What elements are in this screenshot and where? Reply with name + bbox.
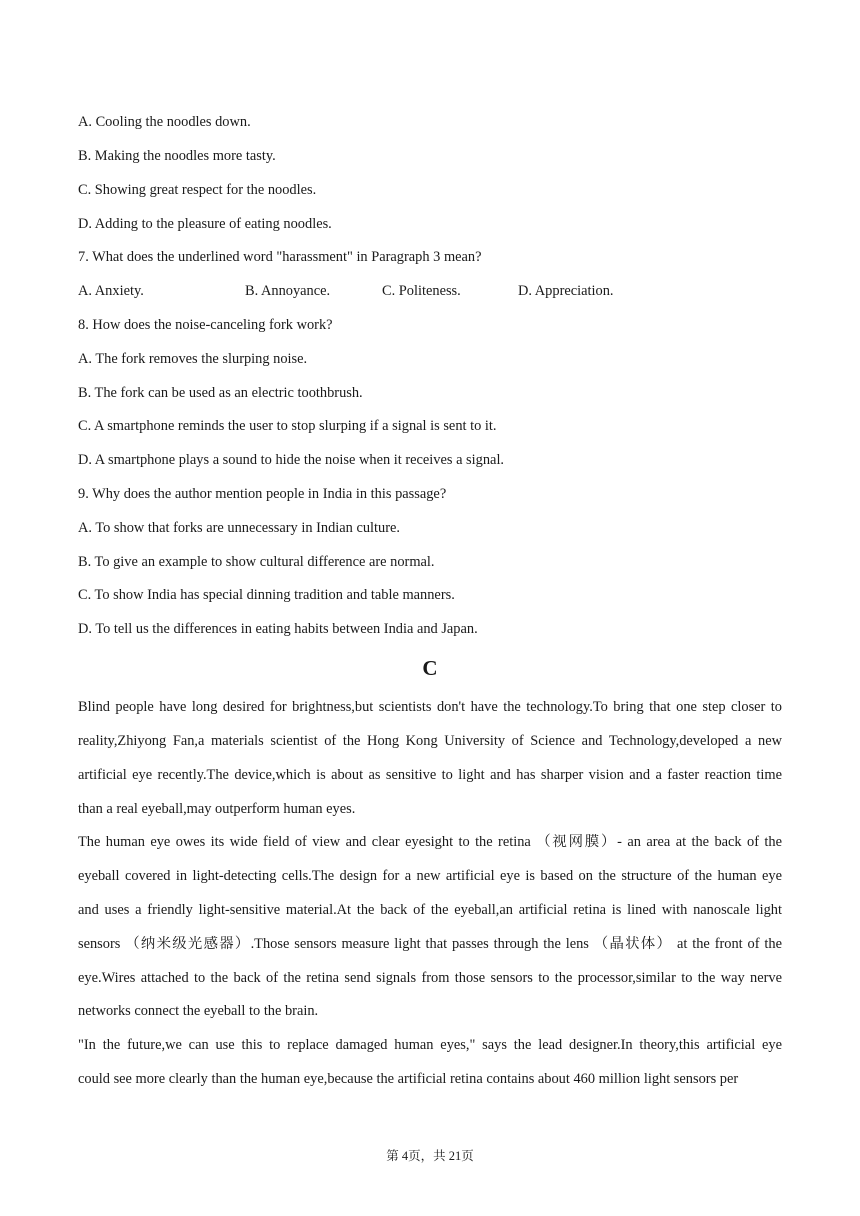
q9-option-c: C. To show India has special dinning tradition and table manners. — [78, 587, 455, 603]
q8-option-a: A. The fork removes the slurping noise. — [78, 351, 308, 367]
paragraph-1-line: than a real eyeball,may outperform human eyes. — [78, 801, 356, 817]
paragraph-2-line: eyeball covered in light-detecting cells.The design for a new artificial eye is based on the structure of the human eye — [78, 868, 782, 884]
q7-option-b: B. Annoyance. — [245, 283, 331, 299]
paragraph-2-line: sensors （纳米级光感器）.Those sensors measure light that passes through the lens （晶状体） at the front of the — [78, 936, 782, 952]
paragraph-2-line: The human eye owes its wide field of view and clear eyesight to the retina （视网膜）- an area at the back of the — [78, 834, 782, 850]
q9-option-a: A. To show that forks are unnecessary in Indian culture. — [78, 520, 401, 536]
q8-option-c: C. A smartphone reminds the user to stop slurping if a signal is sent to it. — [78, 418, 497, 434]
q9-question: 9. Why does the author mention people in India in this passage? — [78, 486, 447, 502]
page-footer: 第 4页，共 21页 — [386, 1149, 474, 1163]
q7-question: 7. What does the underlined word "harassment" in Paragraph 3 mean? — [78, 249, 482, 265]
q6-option-d: D. Adding to the pleasure of eating noodles. — [78, 216, 332, 232]
q9-option-b: B. To give an example to show cultural difference are normal. — [78, 554, 435, 570]
q8-option-b: B. The fork can be used as an electric toothbrush. — [78, 385, 363, 401]
paragraph-1-line: Blind people have long desired for brightness,but scientists don't have the technology.To bring that one step closer to — [78, 699, 782, 715]
q8-option-d: D. A smartphone plays a sound to hide the noise when it receives a signal. — [78, 452, 505, 468]
q6-option-c: C. Showing great respect for the noodles. — [78, 182, 317, 198]
q7-option-c: C. Politeness. — [382, 283, 461, 299]
q6-option-a: A. Cooling the noodles down. — [78, 114, 251, 130]
paragraph-1-line: artificial eye recently.The device,which is about as sensitive to light and has sharper vision and a faster reaction time — [78, 767, 782, 783]
q6-option-b: B. Making the noodles more tasty. — [78, 148, 276, 164]
q7-option-d: D. Appreciation. — [518, 283, 614, 299]
q9-option-d: D. To tell us the differences in eating habits between India and Japan. — [78, 621, 478, 637]
paragraph-3-line: "In the future,we can use this to replace damaged human eyes," says the lead designer.In theory,this artificial eye — [78, 1037, 782, 1053]
paragraph-3-line: could see more clearly than the human eye,because the artificial retina contains about 460 million light sensors per — [78, 1071, 739, 1087]
paragraph-1-line: reality,Zhiyong Fan,a materials scientist of the Hong Kong University of Science and Technology,developed a new — [78, 733, 782, 749]
paragraph-2-line: and uses a friendly light-sensitive material.At the back of the eyeball,an artificial retina is lined with nanoscale light — [78, 902, 782, 918]
q7-option-a: A. Anxiety. — [78, 283, 144, 299]
paragraph-2-line: eye.Wires attached to the back of the retina send signals from those sensors to the processor,similar to the way nerve — [78, 970, 782, 986]
section-heading: C — [422, 656, 438, 680]
paragraph-2-line: networks connect the eyeball to the brain. — [78, 1003, 319, 1019]
q8-question: 8. How does the noise-canceling fork work? — [78, 317, 333, 333]
